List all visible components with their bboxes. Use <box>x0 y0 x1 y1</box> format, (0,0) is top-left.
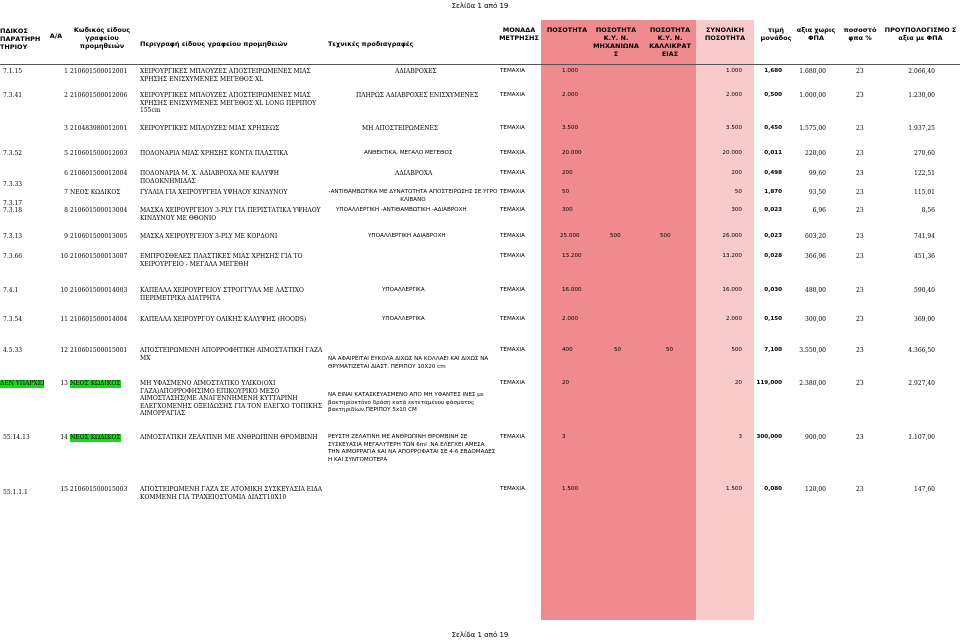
row-code: 210601500015003 <box>70 486 128 493</box>
row-aa: 11 <box>60 316 68 323</box>
row-aa: 5 <box>64 150 68 157</box>
row-price: 0,030 <box>764 287 782 293</box>
row-vat: 23 <box>856 316 864 323</box>
row-vat: 23 <box>856 92 864 99</box>
row-ref: 7.3.54 <box>3 316 23 323</box>
row-budget: 1.230,00 <box>908 92 935 99</box>
row-desc: ΑΙΜΟΣΤΑΤΙΚΗ ΖΕΛΑΤΙΝΗ ΜΕ ΑΝΘΡΩΠΙΝΗ ΘΡΟΜΒΙΝΗ <box>140 434 318 441</box>
row-price: 0,011 <box>764 150 782 156</box>
header-aa: Α/Α <box>49 32 63 40</box>
row-aa: 1 <box>64 68 68 75</box>
row-spec: ΑΔΙΑΒΡΟΧΑ <box>395 170 433 177</box>
row-vat: 23 <box>856 170 864 177</box>
table-header <box>0 20 960 65</box>
header-value: αξια χωρις ΦΠΑ <box>796 26 836 42</box>
row-price: 0,028 <box>764 253 782 259</box>
header-total: ΣΥΝΟΛΙΚΗ ΠΟΣΟΤΗΤΑ <box>704 26 746 42</box>
row-value: 1.680,00 <box>799 68 826 75</box>
row-price: 0,498 <box>764 170 782 176</box>
row-vat: 23 <box>856 347 864 354</box>
row-price: 300,000 <box>756 434 782 440</box>
row-aa: 2 <box>64 92 68 99</box>
row-spec: ΝΑ ΑΦΑΙΡΕΙΤΑΙ ΕΥΚΟΛΑ ΔΙΧΩΣ ΝΑ ΚΟΛΛΑΕΙ ΚΑΙ ΔΙΧΩΣ ΝΑ ΘΡΥΜΑΤΙΖΕΤΑΙ ΔΙΑΣΤ. ΠΕΡΙΠΟΥ 10X20 cm <box>328 356 489 370</box>
row-price: 0,500 <box>764 92 782 98</box>
row-total: 2.000 <box>725 92 742 98</box>
row-value: 2.380,00 <box>799 380 826 387</box>
row-aa: 12 <box>60 347 68 354</box>
row-code: ΝΕΟΣ ΚΩΔΙΚΟΣ <box>70 380 121 387</box>
row-value: 1.000,00 <box>799 92 826 99</box>
row-code: 210601500012003 <box>70 150 128 157</box>
row-aa: 9 <box>64 233 68 240</box>
row-value: 93,50 <box>808 189 826 196</box>
row-budget: 1.937,25 <box>908 125 935 132</box>
row-desc: ΕΜΠΡΟΣΘΕΛΕΣ ΠΛΑΣΤΙΚΕΣ ΜΙΑΣ ΧΡΗΣΗΣ ΓΙΑ ΤΟ ΧΕΙΡΟΥΡΓΕΙΟ - ΜΕΓΑΛΑ ΜΕΓΕΘΗ <box>140 253 303 268</box>
row-desc: ΠΟΔΟΝΑΡΙΑ Μ. Χ. ΑΔΙΑΒΡΟΧΑ ΜΕ ΚΑΛΥΨΗ ΠΟΔΟΚΝΗΜΙΔΑΣ <box>140 170 279 185</box>
row-spec: -ΑΝΤΙΘΑΜΒΩΤΙΚΑ ΜΕ ΔΥΝΑΤΟΤΗΤΑ ΑΠΟΣΤΕΙΡΩΣΗΣ ΣΕ ΥΓΡΟ ΚΛΙΒΑΝΟ <box>328 189 498 203</box>
row-value: 220,00 <box>805 150 826 157</box>
row-unit: ΤΕΜΑΧΙΑ <box>500 207 525 213</box>
row-price: 1,870 <box>764 189 782 195</box>
page-number-top: Σελίδα 1 από 19 <box>451 2 509 10</box>
row-total: 16.000 <box>722 287 742 293</box>
header-specs: Τεχνικές προδιαγραφές <box>328 40 414 48</box>
row-vat: 23 <box>856 233 864 240</box>
row-desc: ΓΥΑΛΙΑ ΓΙΑ ΧΕΙΡΟΥΡΓΕΙΑ ΥΨΗΛΟΥ ΚΙΝΔΥΝΟΥ <box>140 189 288 196</box>
row-aa: 15 <box>60 486 68 493</box>
row-qty: 3 <box>562 434 566 440</box>
row-total: 20.000 <box>722 150 742 156</box>
row-desc: ΑΠΟΣΤΕΙΡΩΜΕΝΗ ΓΑΖΑ ΣΕ ΑΤΟΜΙΚΗ ΣΥΣΚΕΥΑΣΙΑ ΕΙΔΑ ΚΟΜΜΕΝΗ ΓΙΑ ΤΡΑΧΕΙΟΣΤΟΜΙΑ ΔΙΑΣΤ10X10 <box>140 486 323 501</box>
row-unit: ΤΕΜΑΧΙΑ <box>500 380 525 386</box>
row-budget: 270,60 <box>914 150 935 157</box>
row-code: ΝΕΟΣ ΚΩΔΙΚΟΣ <box>70 189 121 196</box>
row-unit: ΤΕΜΑΧΙΑ <box>500 253 525 259</box>
row-vat: 23 <box>856 434 864 441</box>
row-desc: ΧΕΙΡΟΥΡΓΙΚΕΣ ΜΠΛΟΥΖΕΣ ΑΠΟΣΤΕΙΡΩΜΕΝΕΣ ΜΙΑΣ ΧΡΗΣΗΣ ΕΝΙΣΧΥΜΕΝΕΣ ΜΕΓΕΘΟΣ XL LONG ΠΕΡΙΠΟΥ 155cm <box>140 92 317 114</box>
row-spec: ΥΠΟΑΛΛΕΡΓΙΚΗ ΑΔΙΑΒΡΟΧΗ <box>368 233 446 239</box>
row-code: 210601500013004 <box>70 207 128 214</box>
row-qty: 20 <box>562 380 570 386</box>
header-qty-mechaniona: ΠΟΣΟΤΗΤΑ Κ.Υ. Ν. ΜΗΧΑΝΙΩΝΑ Σ <box>593 26 639 58</box>
row-unit: ΤΕΜΑΧΙΑ <box>500 486 525 492</box>
row-value: 3.550,00 <box>799 347 826 354</box>
header-code: ΠΔΙΚΟΣ ΠΑΡΑΤΗΡΗ ΤΗΡΙΟΥ <box>0 27 41 51</box>
row-price: 119,000 <box>756 380 782 386</box>
row-vat: 23 <box>856 287 864 294</box>
header-unit-price: τιμή μονάδος <box>760 26 792 42</box>
row-vat: 23 <box>856 125 864 132</box>
row-unit: ΤΕΜΑΧΙΑ <box>500 125 525 131</box>
row-budget: 115,01 <box>914 189 935 196</box>
row-desc: ΜΑΣΚΑ ΧΕΙΡΟΥΡΓΕΙΟΥ 3-PLY ΓΙΑ ΠΕΡΙΣΤΑΤΙΚΑ ΥΨΗΛΟΥ ΚΙΝΔΥΝΟΥ ΜΕ ΘΘΟΝΙΟ <box>140 207 321 222</box>
row-total: 1.000 <box>725 68 742 74</box>
row-desc: ΜΗ ΥΦΑΣΜΕΝΟ ΑΙΜΟΣΤΑΤΙΚΟ ΥΛΙΚΟ(ΟΧΙ ΓΑΖΑ)ΑΠΟΡΡΟΦΗΣΙΜΟ ΕΠΙΚΟΥΡΙΚΟ ΜΕΣΟ ΑΙΜΟΣΤΑΣΗΣ(ΜΕ ΑΝΑΓΕΝΝΗΜΕΝΗ ΚΥΤΤΑΡΙΝΗ ΕΛΕΓΧΟΜΕΝΗΣ ΟΞΕΙΔΩΣΗΣ ΓΙΑ ΤΟΝ ΕΛΕΓΧΟ ΤΟΠΙΚΗΣ ΑΙΜΟΡΡΑΓΙΑΣ <box>140 380 323 417</box>
row-ref: 55.1.1.1 <box>3 489 28 496</box>
row-qty: 1.000 <box>562 68 579 74</box>
row-qty: 2.000 <box>562 316 579 322</box>
row-qty: 1.500 <box>562 486 579 492</box>
row-ref: 7.3.52 <box>3 150 23 157</box>
row-value: 1.575,00 <box>799 125 826 132</box>
row-code: 210601500014003 <box>70 287 128 294</box>
row-value: 120,00 <box>805 486 826 493</box>
row-value: 366,96 <box>805 253 826 260</box>
row-budget: 4.366,50 <box>908 347 935 354</box>
row-spec: ΥΠΟΑΛΛΕΡΓΙΚΑ <box>382 316 425 322</box>
row-spec: ΥΠΟΑΛΛΕΡΓΙΚΑ <box>382 287 425 293</box>
row-unit: ΤΕΜΑΧΙΑ <box>500 287 525 293</box>
header-qty-kallikrateia: ΠΟΣΟΤΗΤΑ Κ.Υ. Ν. ΚΑΛΛΙΚΡΑΤ ΕΙΑΣ <box>649 26 691 58</box>
row-price: 0,080 <box>764 486 782 492</box>
row-unit: ΤΕΜΑΧΙΑ <box>500 347 525 353</box>
row-qty: 200 <box>562 170 573 176</box>
page-number-bottom: Σελίδα 1 από 19 <box>451 631 509 639</box>
row-aa: 13 <box>60 380 68 387</box>
row-code: 210601500013005 <box>70 233 128 240</box>
row-total: 50 <box>734 189 742 195</box>
row-qty: 16.000 <box>562 287 582 293</box>
row-unit: ΤΕΜΑΧΙΑ <box>500 316 525 322</box>
row-qty: 50 <box>562 189 570 195</box>
row-aa: 7 <box>64 189 68 196</box>
row-qty: 25.000 <box>560 233 580 239</box>
row-vat: 23 <box>856 380 864 387</box>
row-total: 200 <box>731 170 742 176</box>
row-ref: ΔΕΝ ΥΠΑΡΧΕΙ <box>0 380 45 387</box>
row-value: 480,00 <box>805 287 826 294</box>
row-spec: ΠΛΗΡΩΣ ΑΔΙΑΒΡΟΧΕΣ ΕΝΙΣΧΥΜΕΝΕΣ <box>356 92 479 99</box>
row-code: 210601500012001 <box>70 68 128 75</box>
row-desc: ΠΟΔΟΝΑΡΙΑ ΜΙΑΣ ΧΡΗΣΗΣ ΚΟΝΤΑ ΠΛΑΣΤΙΚΑ <box>140 150 289 157</box>
row-ref: 7.3.66 <box>3 253 23 260</box>
row-code: ΝΕΟΣ ΚΩΔΙΚΟΣ <box>70 434 121 441</box>
row-desc: ΧΕΙΡΟΥΡΓΙΚΕΣ ΜΠΛΟΥΖΕΣ ΜΙΑΣ ΧΡΗΣΕΩΣ <box>140 125 280 132</box>
row-budget: 147,60 <box>914 486 935 493</box>
row-desc: ΧΕΙΡΟΥΡΓΙΚΕΣ ΜΠΛΟΥΖΕΣ ΑΠΟΣΤΕΙΡΩΜΕΝΕΣ ΜΙΑΣ ΧΡΗΣΗΣ ΕΝΙΣΧΥΜΕΝΕΣ ΜΕΓΕΘΟΣ XL <box>140 68 311 83</box>
row-unit: ΤΕΜΑΧΙΑ <box>500 170 525 176</box>
row-value: 99,60 <box>808 170 826 177</box>
row-unit: ΤΕΜΑΧΙΑ <box>500 92 525 98</box>
row-price: 7,100 <box>764 347 782 353</box>
row-unit: ΤΕΜΑΧΙΑ <box>500 233 525 239</box>
row-total: 1.500 <box>725 486 742 492</box>
row-code: 210601500012004 <box>70 170 128 177</box>
row-total: 300 <box>731 207 742 213</box>
row-total: 20 <box>734 380 742 386</box>
row-ref: 7.3.13 <box>3 233 23 240</box>
row-vat: 23 <box>856 68 864 75</box>
row-aa: 6 <box>64 170 68 177</box>
row-vat: 23 <box>856 253 864 260</box>
row-price: 1,680 <box>764 68 782 74</box>
row-ref: 7.3.18 <box>3 207 23 214</box>
row-budget: 590,40 <box>914 287 935 294</box>
row-aa: 10 <box>60 253 68 260</box>
header-item-code: Κωδικός είδους γραφείου προμηθειών <box>73 26 131 50</box>
row-code: 210483980012001 <box>70 125 128 132</box>
row-budget: 2.927,40 <box>908 380 935 387</box>
row-spec: ΑΔΙΑΒΡΟΧΕΣ <box>395 68 437 75</box>
header-unit: ΜΟΝΑΔΑ ΜΕΤΡΗΣΗΣ <box>499 26 539 42</box>
row-budget: 369,00 <box>914 316 935 323</box>
row-ref: 55.14.13 <box>3 434 30 441</box>
row-unit: ΤΕΜΑΧΙΑ <box>500 68 525 74</box>
row-value: 300,00 <box>805 316 826 323</box>
row-budget: 2.066,40 <box>908 68 935 75</box>
row-desc: ΜΑΣΚΑ ΧΕΙΡΟΥΡΓΕΙΟΥ 3-PLY ΜΕ ΚΟΡΔΟΝΙ <box>140 233 278 240</box>
row-total: 500 <box>731 347 742 353</box>
row-qty-kallikrateia: 500 <box>660 233 671 239</box>
row-spec: ΥΠΟΑΛΛΕΡΓΙΚΗ -ΑΝΤΙΘΑΜΒΩΤΙΚΗ -ΑΔΙΑΒΡΟΧΗ <box>336 207 467 213</box>
row-desc: ΑΠΟΣΤΕΙΡΩΜΕΝΗ ΑΠΟΡΡΟΦΗΤΙΚΗ ΑΙΜΟΣΤΑΤΙΚΗ ΓΑΖΑ ΜΧ <box>140 347 323 362</box>
row-qty-kallikrateia: 50 <box>666 347 674 353</box>
row-price: 0,023 <box>764 233 782 239</box>
row-value: 603,20 <box>805 233 826 240</box>
row-total: 26.000 <box>722 233 742 239</box>
header-qty: ΠΟΣΟΤΗΤΑ <box>546 26 588 34</box>
row-aa: 3 <box>64 125 68 132</box>
row-total: 3.500 <box>725 125 742 131</box>
row-qty: 2.000 <box>562 92 579 98</box>
row-unit: ΤΕΜΑΧΙΑ <box>500 434 525 440</box>
row-qty: 3.500 <box>562 125 579 131</box>
row-total: 13.200 <box>722 253 742 259</box>
row-qty-mechaniona: 500 <box>610 233 621 239</box>
row-vat: 23 <box>856 207 864 214</box>
row-qty: 300 <box>562 207 573 213</box>
row-code: 210601500015001 <box>70 347 128 354</box>
row-desc: ΚΑΠΕΛΛΑ ΧΕΙΡΟΥΡΓΕΙΟΥ ΣΤΡΟΓΓΥΛΑ ΜΕ ΛΑΣΤΙΧΟ ΠΕΡΙΜΕΤΡΙΚΑ ΔΙΑΤΡΗΤΑ <box>140 287 304 302</box>
row-budget: 8,56 <box>921 207 935 214</box>
row-total: 3 <box>738 434 742 440</box>
row-ref: 7.4.1 <box>3 287 19 294</box>
row-vat: 23 <box>856 150 864 157</box>
header-description: Περιγραφή είδους γραφείου προμηθειών <box>140 40 288 48</box>
row-aa: 8 <box>64 207 68 214</box>
row-aa: 10 <box>60 287 68 294</box>
row-price: 0,450 <box>764 125 782 131</box>
row-budget: 1.107,00 <box>908 434 935 441</box>
row-price: 0,150 <box>764 316 782 322</box>
row-qty: 20.000 <box>562 150 582 156</box>
row-ref: 7.3.41 <box>3 92 23 99</box>
row-total: 2.000 <box>725 316 742 322</box>
row-ref: 7.3.17 <box>3 200 23 207</box>
row-budget: 451,36 <box>914 253 935 260</box>
row-budget: 122,51 <box>914 170 935 177</box>
row-vat: 23 <box>856 486 864 493</box>
row-budget: 741,94 <box>914 233 935 240</box>
row-value: 6,96 <box>812 207 826 214</box>
row-value: 900,00 <box>805 434 826 441</box>
row-desc: ΚΑΠΕΛΛΑ ΧΕΙΡΟΥΡΓΟΥ ΟΛΙΚΗΣ ΚΑΛΥΨΗΣ (HOODS) <box>140 316 307 323</box>
row-qty: 13.200 <box>562 253 582 259</box>
row-unit: ΤΕΜΑΧΙΑ <box>500 150 525 156</box>
row-aa: 14 <box>60 434 68 441</box>
row-qty-mechaniona: 50 <box>614 347 622 353</box>
row-qty: 400 <box>562 347 573 353</box>
row-spec: ΡΕΥΣΤΗ ΖΕΛΑΤΙΝΗ ΜΕ ΑΝΘΡΩΠΙΝΗ ΘΡΟΜΒΙΝΗ ΣΕ ΣΥΣΚΕΥΑΣΙΑ ΜΕΓΑΛΥΤΕΡΗ ΤΩΝ 6ml .ΝΑ ΕΛΕΓΧΕΙ ΑΜΕΣΑ ΤΗΝ ΑΙΜΟΡΡΑΓΙΑ ΚΑΙ ΝΑ ΑΠΟΡΡΟΦΑΤΑΙ ΣΕ 4-6 ΕΒΔΟΜΑΔΕΣ Η ΚΑΙ ΣΥΝΤΟΜΟΤΕΡΑ <box>328 434 496 463</box>
row-code: 210601500012006 <box>70 92 128 99</box>
row-code: 210601500014004 <box>70 316 128 323</box>
row-spec: ΝΑ ΕΙΝΑΙ ΚΑΤΑΣΚΕΥΑΣΜΕΝΟ ΑΠΟ ΜΗ ΥΦΑΝΤΕΣ ΙΝΕΣ με βακτηριοκτόνο δράση κατά εκτεταμένου φάσματος βακτηριδίων.ΠΕΡΙΠΟΥ 5x10 CM <box>328 392 484 413</box>
row-ref: 7.3.33 <box>3 181 23 188</box>
header-budget: ΠΡΟΥΠΟΛΟΓΙΣΜΟ Σ αξια με ΦΠΑ <box>884 26 957 42</box>
row-spec: ΑΝΘΕΚΤΙΚΑ, ΜΕΓΑΛΟ ΜΕΓΕΘΟΣ <box>364 150 453 156</box>
row-spec: ΜΗ ΑΠΟΣΤΕΙΡΩΜΕΝΕΣ <box>362 125 439 132</box>
row-price: 0,023 <box>764 207 782 213</box>
row-ref: 4.5.33 <box>3 347 23 354</box>
row-vat: 23 <box>856 189 864 196</box>
row-unit: ΤΕΜΑΧΙΑ <box>500 189 525 195</box>
header-vat: ποσοστό φπα % <box>843 26 877 42</box>
row-code: 210601500013007 <box>70 253 128 260</box>
row-ref: 7.1.15 <box>3 68 23 75</box>
